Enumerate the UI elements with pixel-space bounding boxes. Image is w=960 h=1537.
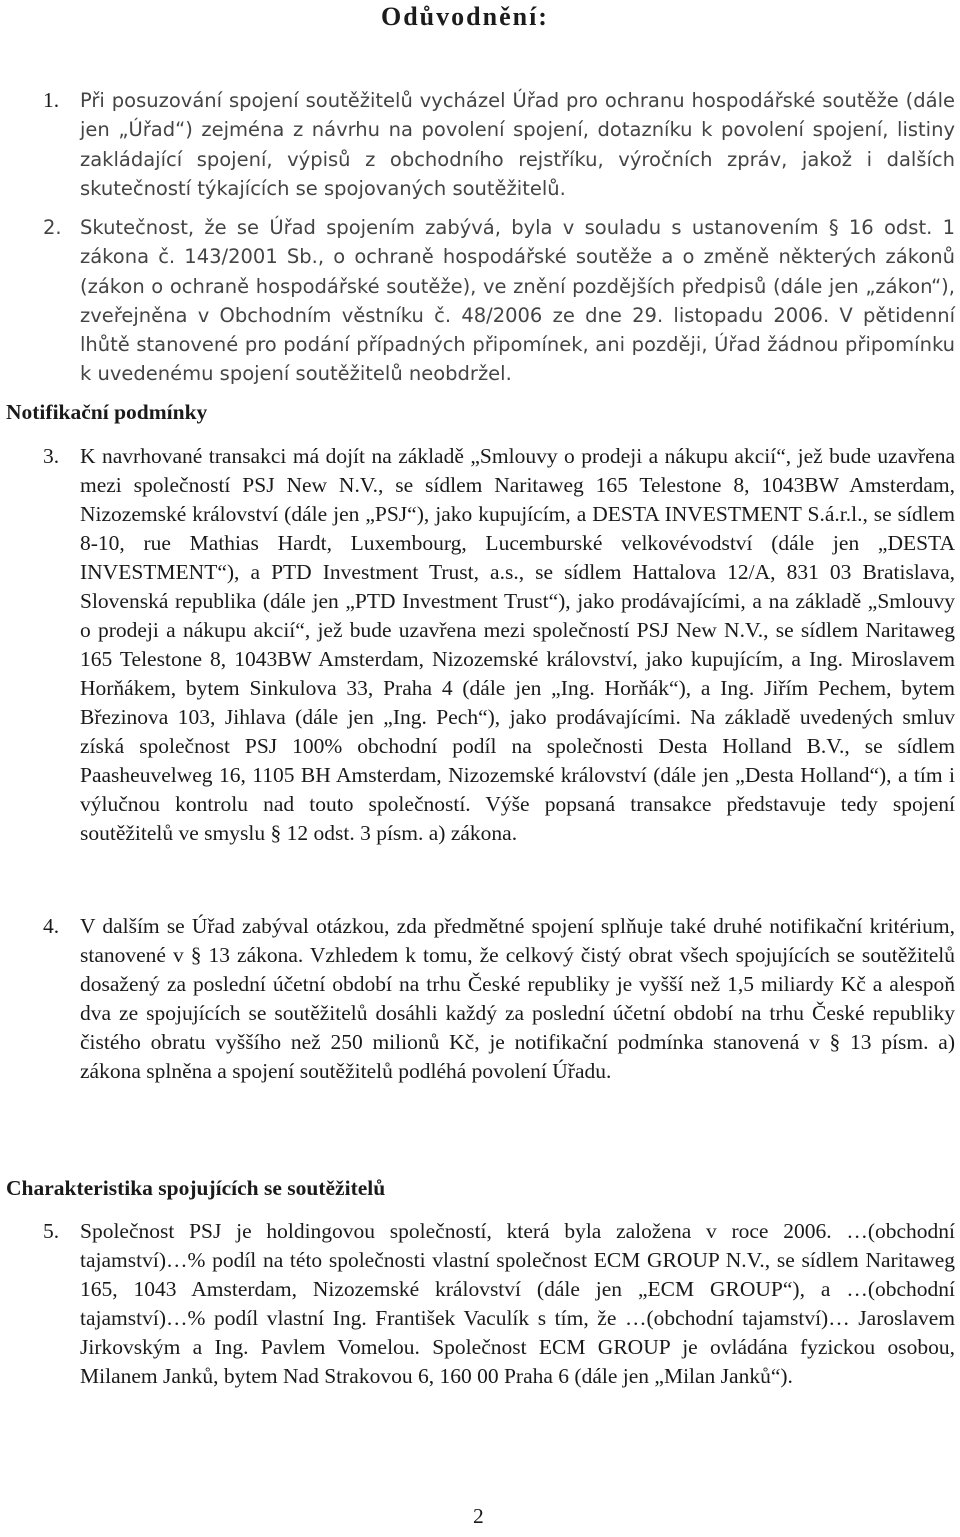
paragraph-4-text: V dalším se Úřad zabýval otázkou, zda předmětné spojení splňuje také druhé notifikační kritérium, stanovené v § 13 zákona. Vzhledem k tomu, že celkový čistý obrat všech spojujících se soutěžitelů dosažený za poslední účetní období na trhu České republiky je vyšší než 1,5 miliardy Kč a alespoň dva ze spojujících se soutěžitelů dosáhli každý za poslední účetní období na trhu České republiky čistého obratu vyššího než 250 milionů Kč, je notifikační podmínka stanovená v § 13 písm. a) zákona splněna a spojení soutěžitelů podléhá povolení Úřadu. bbox=[80, 914, 955, 1083]
paragraph-5-text: Společnost PSJ je holdingovou společností, která byla založena v roce 2006. …(obchodní tajamství)…% podíl na této společnosti vlastní společnost ECM GROUP N.V., se sídlem Naritaweg 165, 1043 Amsterdam, Nizozemské království (dále jen „ECM GROUP“), a …(obchodní tajamství)…% podíl vlastní Ing. František Vaculík s tím, že …(obchodní tajamství)… Jaroslavem Jirkovským a Ing. Pavlem Vomelou. Společnost ECM GROUP je ovládána fyzickou osobou, Milanem Janků, bytem Nad Strakovou 6, 160 00 Praha 6 (dále jen „Milan Janků“). bbox=[80, 1219, 955, 1388]
paragraph-number: 5. bbox=[43, 1219, 60, 1243]
paragraph-1-text: Při posuzování spojení soutěžitelů vycházel Úřad pro ochranu hospodářské soutěže (dále jen „Úřad“) zejména z návrhu na povolení spojení, dotazníku k povolení spojení, listiny zakládající spojení, výpisů z obchodního rejstříku, výročních zpráv, jakož i dalších skutečností týkajících se spojovaných soutěžitelů. bbox=[80, 89, 955, 200]
paragraph-3-text: K navrhované transakci má dojít na základě „Smlouvy o prodeji a nákupu akcií“, jež bude uzavřena mezi společností PSJ New N.V., se sídlem Naritaweg 165 Telestone 8, 1043BW Amsterdam, Nizozemské království (dále jen „PSJ“), jako kupujícím, a DESTA INVESTMENT S.á.r.l., se sídlem 8-10, rue Mathias Hardt, Luxembourg, Lucemburské velkovévodství (dále jen „DESTA INVESTMENT“), a PTD Investment Trust, a.s., se sídlem Hattalova 12/A, 831 03 Bratislava, Slovenská republika (dále jen „PTD Investment Trust“), jako prodávajícími, a na základě „Smlouvy o prodeji a nákupu akcií“, jež bude uzavřena mezi společností PSJ New N.V., se sídlem Naritaweg 165 Telestone 8, 1043BW Amsterdam, Nizozemské království, jako kupujícím, a Ing. Miroslavem Horňákem, bytem Sinkulova 33, Praha 4 (dále jen „Ing. Horňák“), a Ing. Jiřím Pechem, bytem Březinova 103, Jihlava (dále jen „Ing. Pech“), jako prodávajícími. Na základě uvedených smluv získá společnost PSJ 100% obchodní podíl na společnosti Desta Holland B.V., se sídlem Paasheuvelweg 16, 1105 BH Amsterdam, Nizozemské království (dále jen „Desta Holland“), a tím i výlučnou kontrolu nad touto společností. Výše popsaná transakce představuje tedy spojení soutěžitelů ve smyslu § 12 odst. 3 písm. a) zákona. bbox=[80, 444, 955, 845]
paragraph-number: 3. bbox=[43, 444, 60, 468]
paragraph-number: 1. bbox=[43, 88, 60, 112]
paragraph-2-text: Skutečnost, že se Úřad spojením zabývá, byla v souladu s ustanovením § 16 odst. 1 zákona č. 143/2001 Sb., o ochraně hospodářské soutěže a o změně některých zákonů (zákon o ochraně hospodářské soutěže), ve znění pozdějších předpisů (dále jen „zákon“), zveřejněna v Obchodním věstníku č. 48/2006 ze dne 29. listopadu 2006. V pětidenní lhůtě stanovené pro podání případných připomínek, ani později, Úřad žádnou připomínku k uvedenému spojení soutěžitelů neobdržel. bbox=[80, 216, 955, 386]
section-heading-characteristics: Charakteristika spojujících se soutěžitelů bbox=[6, 1176, 386, 1200]
page-number: 2 bbox=[473, 1504, 484, 1528]
paragraph-number: 4. bbox=[43, 914, 60, 938]
section-heading-notification: Notifikační podmínky bbox=[6, 400, 208, 424]
paragraph-number: 2. bbox=[43, 216, 62, 239]
page-title: Odůvodnění: bbox=[381, 2, 549, 31]
